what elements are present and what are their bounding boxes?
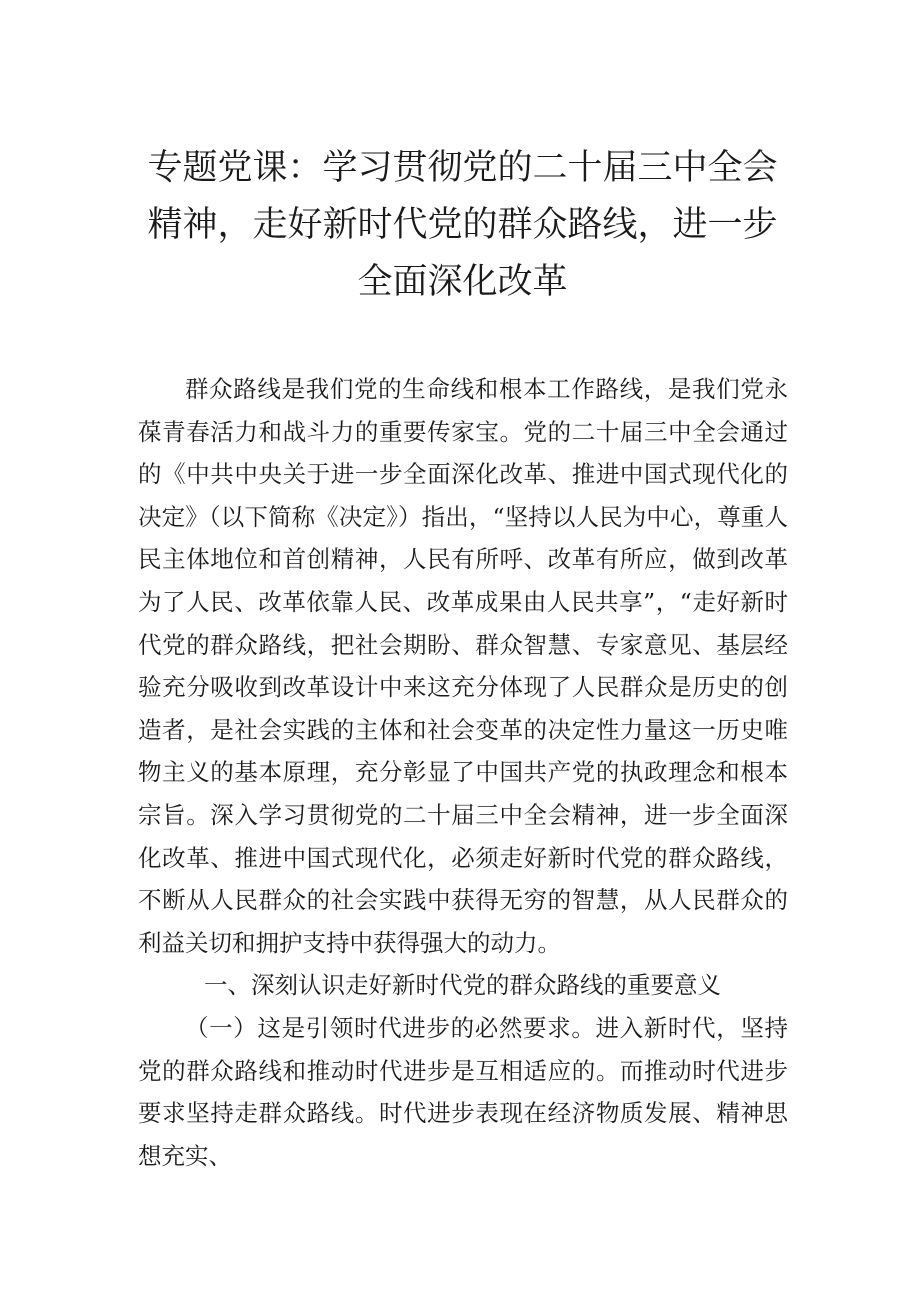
document-body	[138, 368, 788, 1177]
intro-paragraph: 群众路线是我们党的生命线和根本工作路线，是我们党永葆青春活力和战斗力的重要传家宝。党的二十届三中全会通过的《中共中央关于进一步全面深化改革、推进中国式现代化的决定》（以下简称《决定》）指出，“坚持以人民为中心，尊重人民主体地位和首创精神，人民有所呼、改革有所应，做到改革为了人民、改革依靠人民、改革成果由人民共享”，“走好新时代党的群众路线，把社会期盼、群众智慧、专家意见、基层经验充分吸收到改革设计中来这充分体现了人民群众是历史的创造者，是社会实践的主体和社会变革的决定性力量这一历史唯物主义的基本原理，充分彰显了中国共产党的执政理念和根本宗旨。深入学习贯彻党的二十届三中全会精神，进一步全面深化改革、推进中国式现代化，必须走好新时代党的群众路线，不断从人民群众的社会实践中获得无穷的智慧，从人民群众的利益关切和拥护支持中获得强大的动力。	[138, 375, 788, 957]
section-heading: 一、深刻认识走好新时代党的群众路线的重要意义	[204, 971, 721, 1000]
document-title: 专题党课：学习贯彻党的二十届三中全会精神，走好新时代党的群众路线，进一步全面深化改革	[147, 148, 778, 302]
section-paragraph: （一）这是引领时代进步的必然要求。进入新时代，坚持党的群众路线和推动时代进步是互相适应的。而推动时代进步要求坚持走群众路线。时代进步表现在经济物质发展、精神思想充实、	[138, 1013, 788, 1170]
